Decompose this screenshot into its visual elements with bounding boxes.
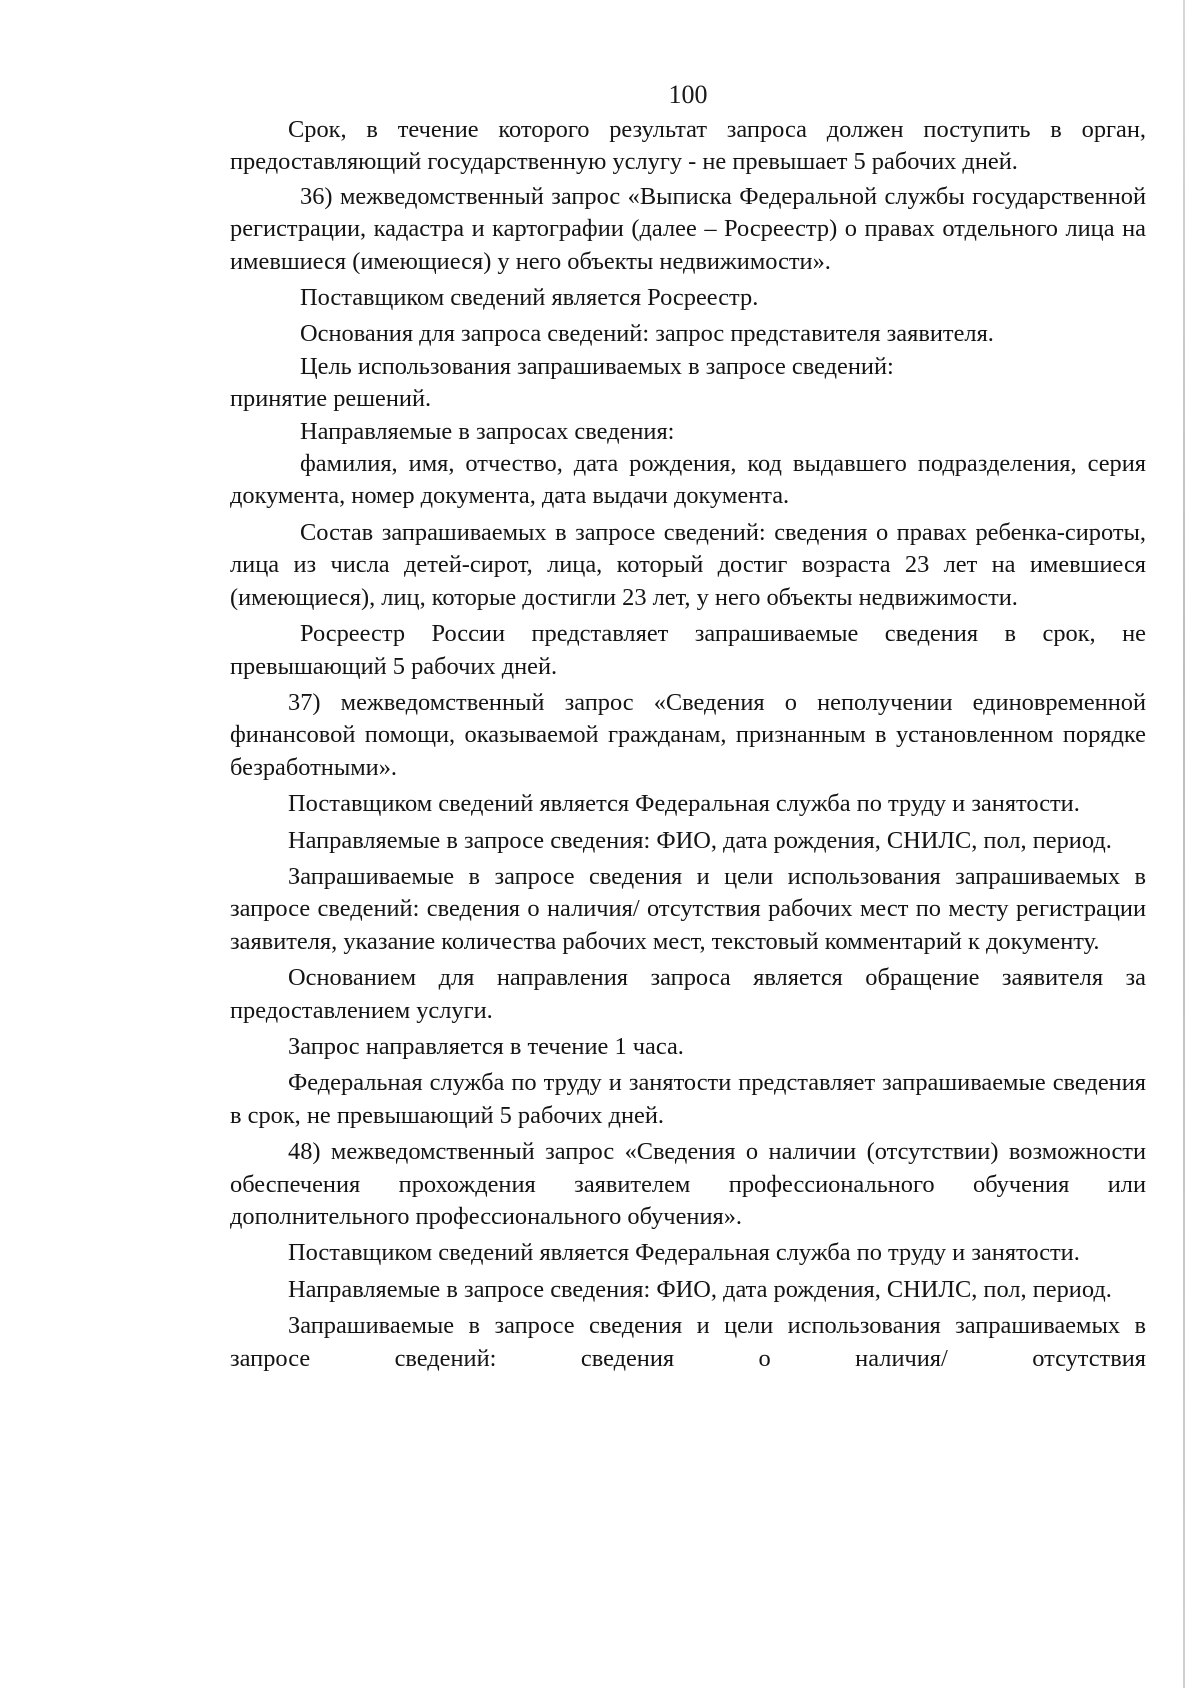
paragraph-request-time: Запрос направляется в течение 1 часа. — [288, 1032, 684, 1060]
paragraph-request-36: 36) межведомственный запрос «Выписка Федеральной службы государственной регистрации, кадастра и картографии (далее – Росреестр) о правах отдельного лица на имевшиеся (имеющиеся) у него объекты недвижимости». — [230, 182, 1146, 275]
paragraph-response-term: Срок, в течение которого результат запроса должен поступить в орган, предоставляющий государственную услугу - не превышает 5 рабочих дней. — [230, 116, 1146, 176]
paragraph-request-37: 37) межведомственный запрос «Сведения о неполучении единовременной финансовой помощи, оказываемой гражданам, признанным в установленном порядке безработными». — [230, 688, 1146, 781]
paragraph-requested-data-1: Запрашиваемые в запросе сведения и цели использования запрашиваемых в запросе сведений: сведения о наличия/ отсутствия рабочих мест по месту регистрации заявителя, указание количества рабочих мест, текстовый комментарий к документу. — [230, 862, 1146, 955]
paragraph-usage-purpose: Цель использования запрашиваемых в запросе сведений: — [300, 352, 894, 380]
paragraph-request-grounds: Основанием для направления запроса является обращение заявителя за предоставлением услуги. — [230, 964, 1146, 1024]
paragraph-usage-purpose-cont: принятие решений. — [230, 385, 432, 413]
paragraph-supplier-rosreestr: Поставщиком сведений является Росреестр. — [300, 284, 759, 312]
paragraph-requested-data-2: Запрашиваемые в запросе сведения и цели использования запрашиваемых в запросе сведений: сведения о наличия/ отсутствия — [230, 1312, 1146, 1372]
paragraph-supplier-rostrud-1: Поставщиком сведений является Федеральная служба по труду и занятости. — [288, 790, 1080, 818]
paragraph-request-basis: Основания для запроса сведений: запрос представителя заявителя. — [300, 320, 994, 348]
document-body — [230, 114, 1146, 1375]
paragraph-rostrud-term: Федеральная служба по труду и занятости представляет запрашиваемые сведения в срок, не превышающий 5 рабочих дней. — [230, 1069, 1146, 1129]
page-number: 100 — [668, 80, 708, 109]
scan-edge-line — [1183, 0, 1185, 1688]
paragraph-rosreestr-term: Росреестр России представляет запрашиваемые сведения в срок, не превышающий 5 рабочих дней. — [230, 620, 1146, 680]
paragraph-sent-data-heading: Направляемые в запросах сведения: — [300, 417, 675, 445]
paragraph-sent-data-list: фамилия, имя, отчество, дата рождения, код выдавшего подразделения, серия документа, номер документа, дата выдачи документа. — [230, 450, 1146, 510]
paragraph-request-48: 48) межведомственный запрос «Сведения о наличии (отсутствии) возможности обеспечения прохождения заявителем профессионального обучения или дополнительного профессионального обучения». — [230, 1138, 1146, 1230]
paragraph-supplier-rostrud-2: Поставщиком сведений является Федеральная служба по труду и занятости. — [288, 1239, 1080, 1267]
paragraph-sent-data-2: Направляемые в запросе сведения: ФИО, дата рождения, СНИЛС, пол, период. — [288, 1275, 1112, 1303]
paragraph-requested-composition: Состав запрашиваемых в запросе сведений: сведения о правах ребенка-сироты, лица из числа детей-сирот, лица, который достиг возраста 23 лет на имевшиеся (имеющиеся), лиц, которые достигли 23 лет, у него объекты недвижимости. — [230, 518, 1146, 611]
paragraph-sent-data-1: Направляемые в запросе сведения: ФИО, дата рождения, СНИЛС, пол, период. — [288, 826, 1112, 854]
